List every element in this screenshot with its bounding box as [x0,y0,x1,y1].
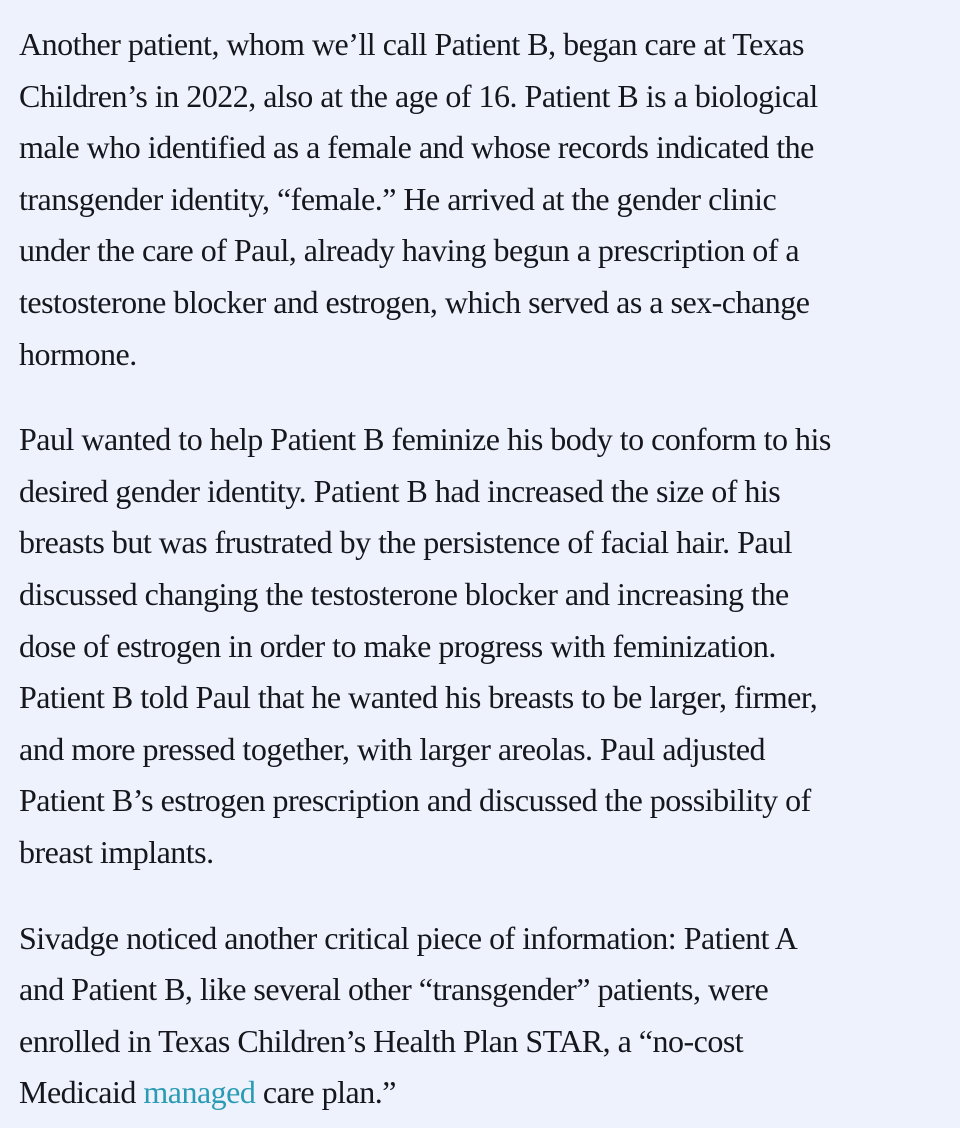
paragraph-2 [19,414,960,878]
text-line: transgender identity, “female.” He arrived at the gender clinic [19,180,777,217]
text-line: desired gender identity. Patient B had increased the size of his [19,472,781,509]
text-fragment: Medicaid [19,1074,144,1111]
text-line: enrolled in Texas Children’s Health Plan STAR, a “no-cost [19,1022,744,1059]
text-line: breasts but was frustrated by the persistence of facial hair. Paul [19,524,792,561]
text-line: male who identified as a female and whose records indicated the [19,129,814,166]
text-fragment: care plan.” [255,1074,396,1111]
text-line: breast implants. [19,833,214,870]
text-line: testosterone blocker and estrogen, which served as a sex-change [19,283,810,320]
text-line: Children’s in 2022, also at the age of 16. Patient B is a biological [19,77,818,114]
paragraph-1 [19,19,960,380]
text-line: discussed changing the testosterone blocker and increasing the [19,575,789,612]
text-line: Patient B told Paul that he wanted his breasts to be larger, firmer, [19,679,818,716]
text-line: under the care of Paul, already having begun a prescription of a [19,232,800,269]
text-line: and Patient B, like several other “transgender” patients, were [19,971,769,1008]
text-line: and more pressed together, with larger areolas. Paul adjusted [19,730,766,767]
text-line: dose of estrogen in order to make progress with feminization. [19,627,776,664]
text-line: Sivadge noticed another critical piece of information: Patient A [19,919,798,956]
text-line: Paul wanted to help Patient B feminize his body to conform to his [19,421,831,458]
text-line: hormone. [19,335,137,372]
text-line: Another patient, whom we’ll call Patient B, began care at Texas [19,26,804,62]
text-line-with-link [19,1067,960,1119]
managed-link[interactable]: managed [143,1074,256,1111]
paragraph-3 [19,913,960,1119]
text-line: Patient B’s estrogen prescription and discussed the possibility of [19,782,811,819]
